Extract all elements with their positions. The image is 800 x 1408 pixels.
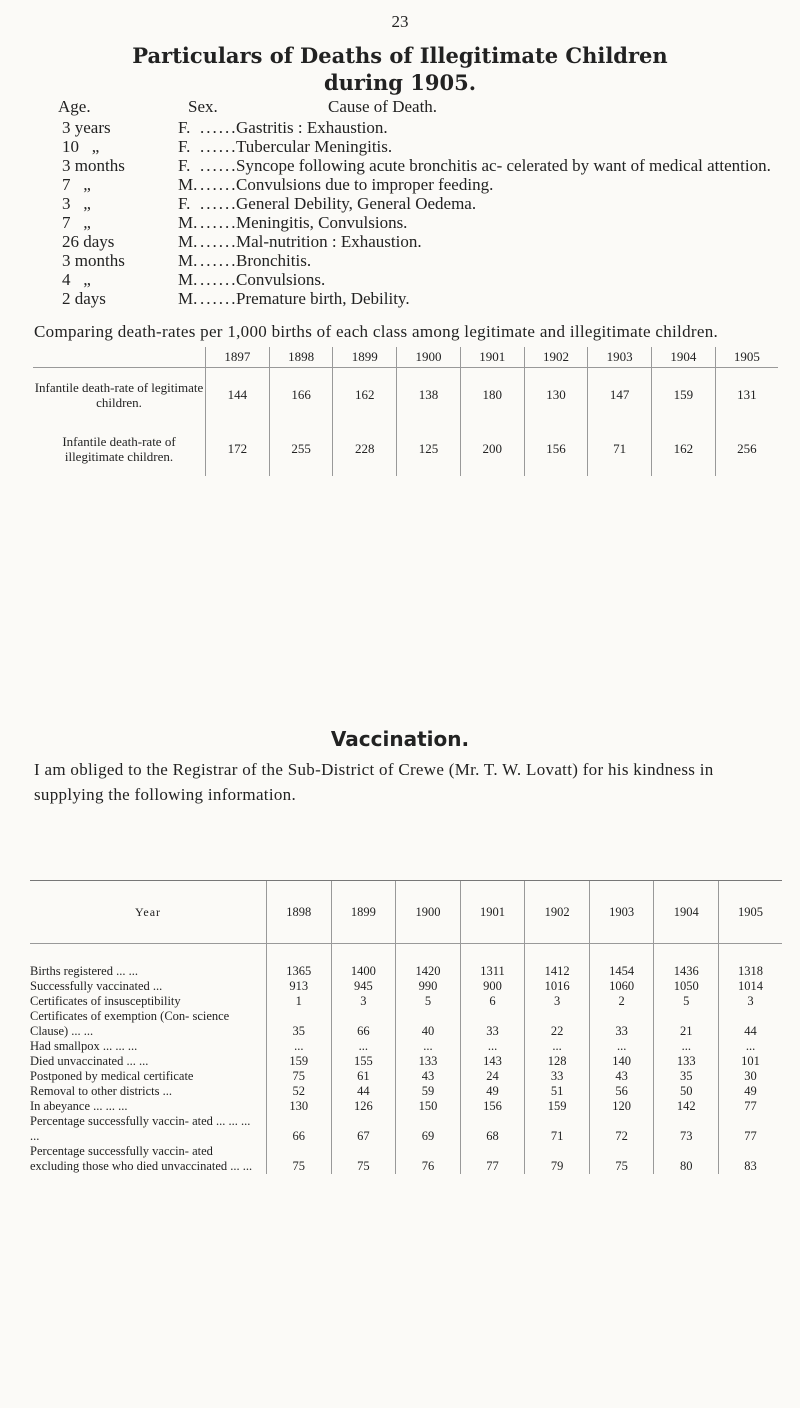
death-age: 7 „ [62,213,91,232]
vacc-cell: 1400 [331,944,396,980]
vacc-cell: 1050 [654,979,719,994]
vacc-cell: 2 [589,994,654,1009]
death-leader: ...... [200,289,238,308]
rates-cell: 228 [333,422,397,476]
rates-year-header: 1905 [715,347,778,368]
vacc-cell: 77 [719,1099,782,1114]
vacc-cell: 66 [331,1009,396,1039]
vacc-cell: 150 [396,1099,461,1114]
vacc-cell: 140 [589,1054,654,1069]
rates-cell: 147 [588,368,652,423]
death-row [58,156,778,175]
vacc-row-label: Percentage successfully vaccin- ated excluding those who died unvaccinated ... ... [30,1144,253,1173]
vacc-cell: 51 [525,1084,590,1099]
vacc-cell: 71 [525,1114,590,1144]
vacc-cell: 159 [267,1054,332,1069]
rates-cell: 156 [524,422,588,476]
vacc-row [30,1099,782,1114]
rates-year-header: 1903 [588,347,652,368]
vacc-year-header: 1902 [525,881,590,944]
deaths-list [58,96,778,308]
vacc-cell: 77 [719,1114,782,1144]
death-row [58,232,778,251]
death-sex: M. [178,289,198,308]
death-leader: ...... [200,232,238,251]
vacc-cell: 1412 [525,944,590,980]
death-leader: ...... [200,175,238,194]
page-number: 23 [391,12,409,31]
vacc-cell: 133 [654,1054,719,1069]
rates-cell: 130 [524,368,588,423]
sex-header: Sex. [188,97,218,116]
vacc-row [30,1114,782,1144]
vacc-row-label: Certificates of insusceptibility [30,994,181,1008]
death-age: 3 months [62,156,125,175]
vacc-cell: 76 [396,1144,461,1174]
vacc-cell: 52 [267,1084,332,1099]
rates-year-header: 1900 [397,347,461,368]
vacc-cell: 21 [654,1009,719,1039]
vacc-cell: 3 [525,994,590,1009]
death-row [58,289,778,308]
vacc-cell: 156 [460,1099,525,1114]
page-title [0,42,800,96]
vacc-row-label: Births registered ... ... [30,964,138,978]
rates-row-label: Infantile death-rate of illegitimate children. [62,434,176,464]
rates-cell: 255 [269,422,333,476]
vaccination-table [30,880,782,1174]
vacc-cell: 945 [331,979,396,994]
vacc-cell: ... [267,1039,332,1054]
vacc-cell: 77 [460,1144,525,1174]
vacc-cell: ... [525,1039,590,1054]
death-cause: Meningitis, Convulsions. [236,213,408,232]
rates-year-header: 1901 [460,347,524,368]
rates-year-header: 1902 [524,347,588,368]
vacc-cell: 133 [396,1054,461,1069]
death-cause: Syncope following acute bronchitis ac- celerated by want of medical attention. [236,156,771,175]
vacc-cell: 69 [396,1114,461,1144]
vacc-cell: 5 [654,994,719,1009]
vacc-row [30,1144,782,1174]
vacc-cell: 142 [654,1099,719,1114]
vacc-cell: 128 [525,1054,590,1069]
death-sex: M. [178,270,198,289]
year-header: Year [30,881,267,944]
death-age: 26 days [62,232,115,251]
death-row [58,213,778,232]
death-leader: ...... [200,270,238,289]
vaccination-text: I am obliged to the Registrar of the Sub-District of Crewe (Mr. T. W. Lovatt) for his kindness in supplying the following information. [34,760,714,804]
vacc-cell: 155 [331,1054,396,1069]
vacc-cell: 66 [267,1114,332,1144]
vacc-cell: 913 [267,979,332,994]
vacc-cell: 143 [460,1054,525,1069]
vacc-cell: ... [719,1039,782,1054]
death-cause: Convulsions due to improper feeding. [236,175,494,194]
rates-cell: 138 [397,368,461,423]
rates-cell: 166 [269,368,333,423]
vacc-cell: 1016 [525,979,590,994]
death-leader: ...... [200,194,238,213]
vacc-row-label: Died unvaccinated ... ... [30,1054,149,1068]
vacc-cell: 1454 [589,944,654,980]
vacc-cell: ... [589,1039,654,1054]
vacc-cell: 75 [267,1144,332,1174]
vacc-year-header: 1898 [267,881,332,944]
vacc-cell: 83 [719,1144,782,1174]
title-line-2: during 1905. [323,70,476,95]
vacc-cell: 49 [719,1084,782,1099]
death-sex: M. [178,175,198,194]
death-sex: M. [178,213,198,232]
rates-row-label: Infantile death-rate of legitimate children. [34,380,204,410]
vacc-cell: 1365 [267,944,332,980]
vacc-cell: 1420 [396,944,461,980]
death-row [58,270,778,289]
rates-year-header: 1899 [333,347,397,368]
vacc-row-label: Certificates of exemption (Con- science Clause) ... ... [30,1009,230,1038]
vacc-row [30,1084,782,1099]
death-cause: Premature birth, Debility. [236,289,410,308]
vacc-year-header: 1904 [654,881,719,944]
vacc-cell: 1014 [719,979,782,994]
vacc-row [30,979,782,994]
death-row [58,251,778,270]
death-leader: ...... [200,137,238,156]
vacc-year-header: 1899 [331,881,396,944]
vacc-cell: 43 [396,1069,461,1084]
death-age: 2 days [62,289,106,308]
vacc-cell: 40 [396,1009,461,1039]
rates-cell: 200 [460,422,524,476]
rates-cell: 162 [333,368,397,423]
vacc-cell: 75 [331,1144,396,1174]
vacc-cell: 50 [654,1084,719,1099]
death-age: 7 „ [62,175,91,194]
vacc-row-label: Had smallpox ... ... ... [30,1039,138,1053]
vacc-year-header: 1901 [460,881,525,944]
death-cause: General Debility, General Oedema. [236,194,477,213]
vacc-row [30,1009,782,1039]
vacc-cell: 67 [331,1114,396,1144]
death-sex: F. [178,194,191,213]
cause-header: Cause of Death. [328,97,438,116]
rates-cell: 162 [652,422,716,476]
vacc-cell: 59 [396,1084,461,1099]
death-age: 3 months [62,251,125,270]
comparing-text: Comparing death-rates per 1,000 births of each class among legitimate and illegitimate children. [34,322,719,341]
vacc-cell: 68 [460,1114,525,1144]
vacc-row [30,1054,782,1069]
vacc-row [30,1069,782,1084]
death-leader: ...... [200,251,238,270]
death-cause: Bronchitis. [236,251,312,270]
death-cause: Gastritis : Exhaustion. [236,118,388,137]
rates-year-header: 1898 [269,347,333,368]
vacc-cell: 101 [719,1054,782,1069]
vacc-cell: 72 [589,1114,654,1144]
rates-row [33,368,778,423]
death-cause: Tubercular Meningitis. [236,137,393,156]
death-row [58,137,778,156]
death-age: 4 „ [62,270,91,289]
death-sex: F. [178,156,191,175]
vacc-cell: 990 [396,979,461,994]
vacc-year-header: 1905 [719,881,782,944]
vacc-cell: ... [331,1039,396,1054]
vacc-cell: 43 [589,1069,654,1084]
death-age: 3 „ [62,194,91,213]
vacc-cell: 33 [460,1009,525,1039]
vacc-cell: 3 [719,994,782,1009]
rates-corner-cell [33,347,206,368]
rates-cell: 131 [715,368,778,423]
vacc-cell: 35 [267,1009,332,1039]
vacc-cell: 120 [589,1099,654,1114]
vacc-cell: 73 [654,1114,719,1144]
vacc-cell: 44 [331,1084,396,1099]
rates-year-header: 1897 [206,347,270,368]
vacc-cell: 6 [460,994,525,1009]
vacc-cell: 49 [460,1084,525,1099]
vacc-row [30,994,782,1009]
death-cause: Convulsions. [236,270,326,289]
death-rates-table [33,347,778,476]
vacc-cell: ... [460,1039,525,1054]
vacc-cell: 900 [460,979,525,994]
title-line-1: Particulars of Deaths of Illegitimate Children [132,43,668,68]
vacc-cell: 35 [654,1069,719,1084]
rates-row [33,422,778,476]
death-sex: M. [178,251,198,270]
rates-cell: 144 [206,368,270,423]
vacc-cell: 33 [525,1069,590,1084]
vacc-cell: 1060 [589,979,654,994]
rates-cell: 256 [715,422,778,476]
vacc-cell: 56 [589,1084,654,1099]
death-leader: ...... [200,213,238,232]
rates-year-header: 1904 [652,347,716,368]
death-row [58,194,778,213]
vacc-cell: ... [396,1039,461,1054]
death-age: 3 years [62,118,111,137]
vacc-row-label: Successfully vaccinated ... [30,979,163,993]
vacc-row-label: In abeyance ... ... ... [30,1099,128,1113]
death-age: 10 „ [62,137,100,156]
vacc-cell: 75 [267,1069,332,1084]
rates-cell: 180 [460,368,524,423]
vacc-row [30,1039,782,1054]
vacc-cell: 61 [331,1069,396,1084]
death-cause: Mal-nutrition : Exhaustion. [236,232,422,251]
vacc-cell: ... [654,1039,719,1054]
death-leader: ...... [200,156,238,175]
vacc-cell: 126 [331,1099,396,1114]
vacc-row-label: Percentage successfully vaccin- ated ... ... ... ... [30,1114,251,1143]
death-sex: F. [178,137,191,156]
deaths-header [58,96,778,118]
vacc-cell: 30 [719,1069,782,1084]
death-row [58,118,778,137]
vacc-cell: 130 [267,1099,332,1114]
vacc-cell: 24 [460,1069,525,1084]
rates-cell: 172 [206,422,270,476]
vacc-cell: 1 [267,994,332,1009]
rates-cell: 159 [652,368,716,423]
vacc-cell: 33 [589,1009,654,1039]
death-leader: ...... [200,118,238,137]
vacc-row [30,944,782,980]
vacc-cell: 44 [719,1009,782,1039]
vacc-row-label: Postponed by medical certificate [30,1069,194,1083]
death-sex: M. [178,232,198,251]
vacc-cell: 1311 [460,944,525,980]
vacc-year-header: 1900 [396,881,461,944]
death-row [58,175,778,194]
vacc-cell: 75 [589,1144,654,1174]
vacc-cell: 1318 [719,944,782,980]
rates-cell: 71 [588,422,652,476]
vacc-row-label: Removal to other districts ... [30,1084,172,1098]
vaccination-heading: Vaccination. [330,727,470,751]
vacc-cell: 22 [525,1009,590,1039]
vacc-cell: 1436 [654,944,719,980]
rates-cell: 125 [397,422,461,476]
vacc-cell: 3 [331,994,396,1009]
age-header: Age. [58,97,91,116]
vacc-year-header: 1903 [589,881,654,944]
vacc-cell: 5 [396,994,461,1009]
vacc-cell: 79 [525,1144,590,1174]
death-sex: F. [178,118,191,137]
vacc-cell: 159 [525,1099,590,1114]
vacc-cell: 80 [654,1144,719,1174]
